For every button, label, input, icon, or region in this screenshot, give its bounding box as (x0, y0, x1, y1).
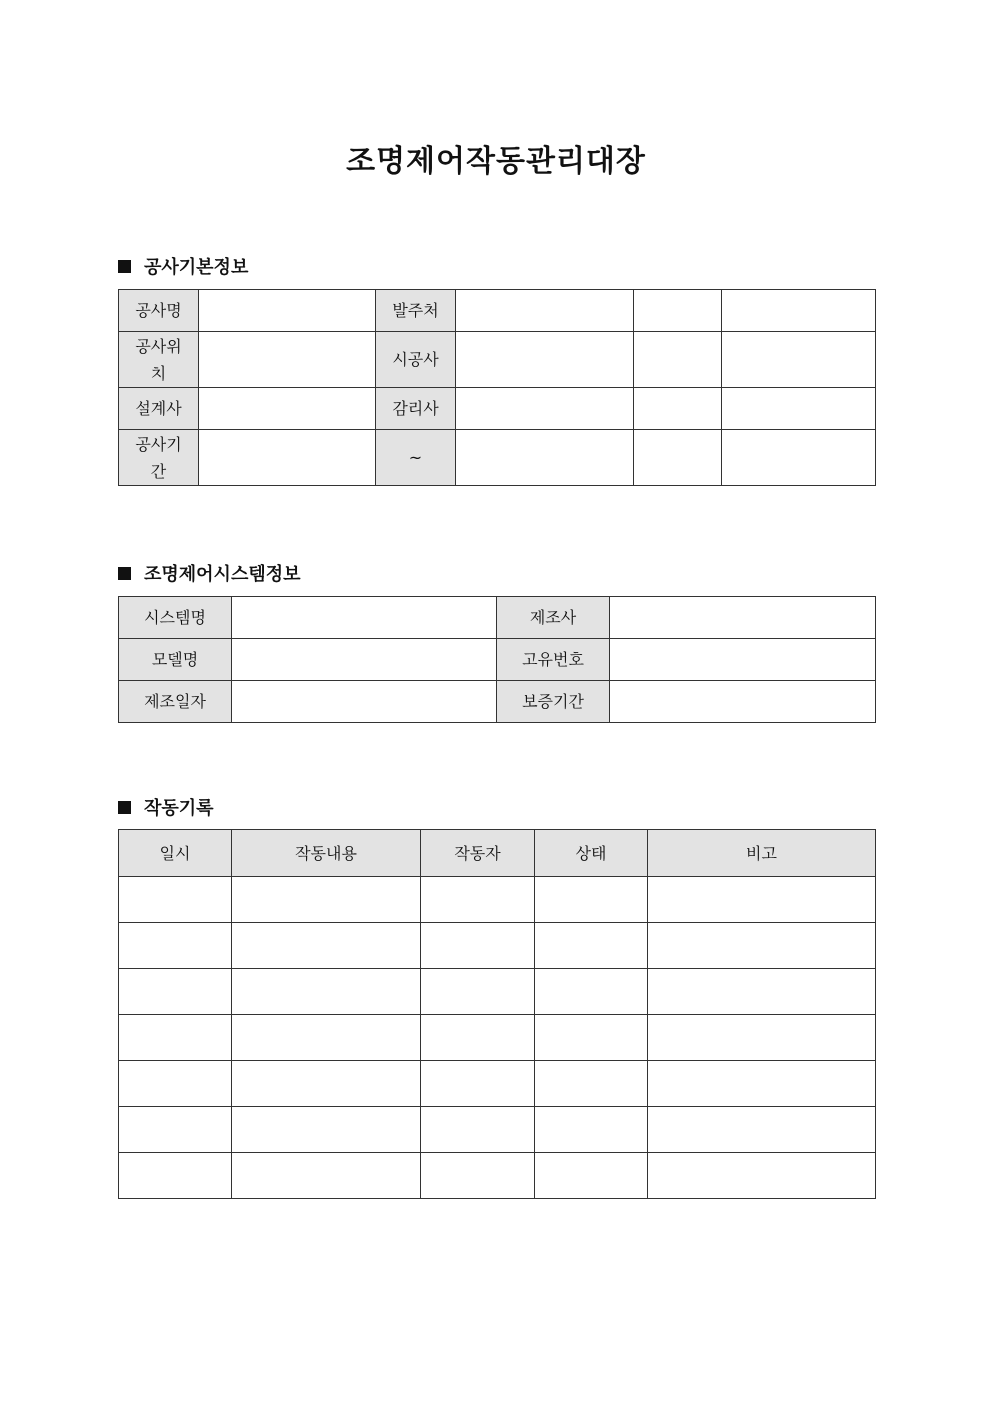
table-cell[interactable] (232, 1107, 421, 1153)
table-cell[interactable] (535, 969, 648, 1015)
value-cell-manufacture-date[interactable] (232, 681, 497, 723)
table-header-row (119, 830, 876, 877)
table-cell[interactable] (648, 969, 876, 1015)
system-info-table (118, 596, 876, 723)
label-cell: 설계사 (119, 388, 199, 430)
table-row (119, 430, 876, 486)
column-header: 작동내용 (232, 830, 421, 877)
page-title: 조명제어작동관리대장 (346, 144, 646, 179)
label-cell: ~ (376, 430, 456, 486)
column-header: 상태 (535, 830, 648, 877)
table-cell[interactable] (421, 1153, 535, 1199)
table-cell[interactable] (648, 1061, 876, 1107)
table-cell[interactable] (232, 1153, 421, 1199)
table-cell[interactable] (535, 877, 648, 923)
column-header: 작동자 (421, 830, 535, 877)
value-cell[interactable] (722, 332, 876, 388)
square-bullet-icon (118, 567, 131, 580)
table-cell[interactable] (648, 1153, 876, 1199)
table-cell[interactable] (119, 1153, 232, 1199)
table-row (119, 597, 876, 639)
value-cell[interactable] (722, 430, 876, 486)
table-cell[interactable] (421, 1107, 535, 1153)
square-bullet-icon (118, 260, 131, 273)
table-row (119, 877, 876, 923)
value-cell[interactable] (722, 290, 876, 332)
table-row (119, 1061, 876, 1107)
table-cell[interactable] (119, 969, 232, 1015)
value-cell-designer[interactable] (199, 388, 376, 430)
table-cell[interactable] (421, 923, 535, 969)
value-cell-supervisor[interactable] (456, 388, 634, 430)
value-cell[interactable] (634, 332, 722, 388)
label-cell: 공사명 (119, 290, 199, 332)
label-cell: 발주처 (376, 290, 456, 332)
table-cell[interactable] (648, 1107, 876, 1153)
table-cell[interactable] (535, 1015, 648, 1061)
section-heading-label: 공사기본정보 (144, 257, 249, 278)
table-row (119, 923, 876, 969)
table-cell[interactable] (421, 1061, 535, 1107)
table-cell[interactable] (421, 1015, 535, 1061)
table-cell[interactable] (119, 1107, 232, 1153)
label-cell: 시스템명 (119, 597, 232, 639)
table-row (119, 639, 876, 681)
table-cell[interactable] (648, 1015, 876, 1061)
value-cell-model[interactable] (232, 639, 497, 681)
table-row (119, 1107, 876, 1153)
value-cell-period-start[interactable] (199, 430, 376, 486)
operation-log-table (118, 829, 876, 1199)
value-cell[interactable] (634, 388, 722, 430)
table-cell[interactable] (119, 877, 232, 923)
table-cell[interactable] (648, 877, 876, 923)
table-cell[interactable] (119, 1015, 232, 1061)
value-cell[interactable] (634, 290, 722, 332)
label-cell: 모델명 (119, 639, 232, 681)
table-cell[interactable] (232, 1061, 421, 1107)
label-cell: 감리사 (376, 388, 456, 430)
value-cell-period-end[interactable] (456, 430, 634, 486)
table-cell[interactable] (119, 923, 232, 969)
label-cell: 제조사 (497, 597, 610, 639)
table-row (119, 1153, 876, 1199)
value-cell[interactable] (722, 388, 876, 430)
table-row (119, 290, 876, 332)
section-heading-label: 조명제어시스템정보 (144, 564, 301, 585)
table-cell[interactable] (535, 923, 648, 969)
value-cell-project-name[interactable] (199, 290, 376, 332)
label-cell: 시공사 (376, 332, 456, 388)
table-cell[interactable] (232, 969, 421, 1015)
table-row (119, 1015, 876, 1061)
table-cell[interactable] (119, 1061, 232, 1107)
value-cell-contractor[interactable] (456, 332, 634, 388)
value-cell-system-name[interactable] (232, 597, 497, 639)
label-cell: 제조일자 (119, 681, 232, 723)
value-cell-client[interactable] (456, 290, 634, 332)
table-row (119, 969, 876, 1015)
table-cell[interactable] (535, 1061, 648, 1107)
square-bullet-icon (118, 801, 131, 814)
table-cell[interactable] (232, 1015, 421, 1061)
value-cell[interactable] (634, 430, 722, 486)
table-cell[interactable] (421, 969, 535, 1015)
value-cell-serial[interactable] (610, 639, 876, 681)
table-cell[interactable] (535, 1107, 648, 1153)
table-row (119, 332, 876, 388)
section-heading-label: 작동기록 (144, 798, 214, 819)
label-cell: 공사위치 (119, 332, 199, 388)
column-header: 비고 (648, 830, 876, 877)
label-cell: 보증기간 (497, 681, 610, 723)
label-cell: 고유번호 (497, 639, 610, 681)
table-cell[interactable] (648, 923, 876, 969)
value-cell-warranty[interactable] (610, 681, 876, 723)
label-cell: 공사기간 (119, 430, 199, 486)
table-cell[interactable] (535, 1153, 648, 1199)
table-row (119, 681, 876, 723)
section-heading-system-info (118, 560, 301, 586)
project-info-table (118, 289, 876, 486)
section-heading-operation-log (118, 794, 214, 820)
table-cell[interactable] (421, 877, 535, 923)
table-row (119, 388, 876, 430)
column-header: 일시 (119, 830, 232, 877)
table-cell[interactable] (232, 923, 421, 969)
value-cell-manufacturer[interactable] (610, 597, 876, 639)
value-cell-location[interactable] (199, 332, 376, 388)
section-heading-project-info (118, 253, 248, 279)
table-cell[interactable] (232, 877, 421, 923)
